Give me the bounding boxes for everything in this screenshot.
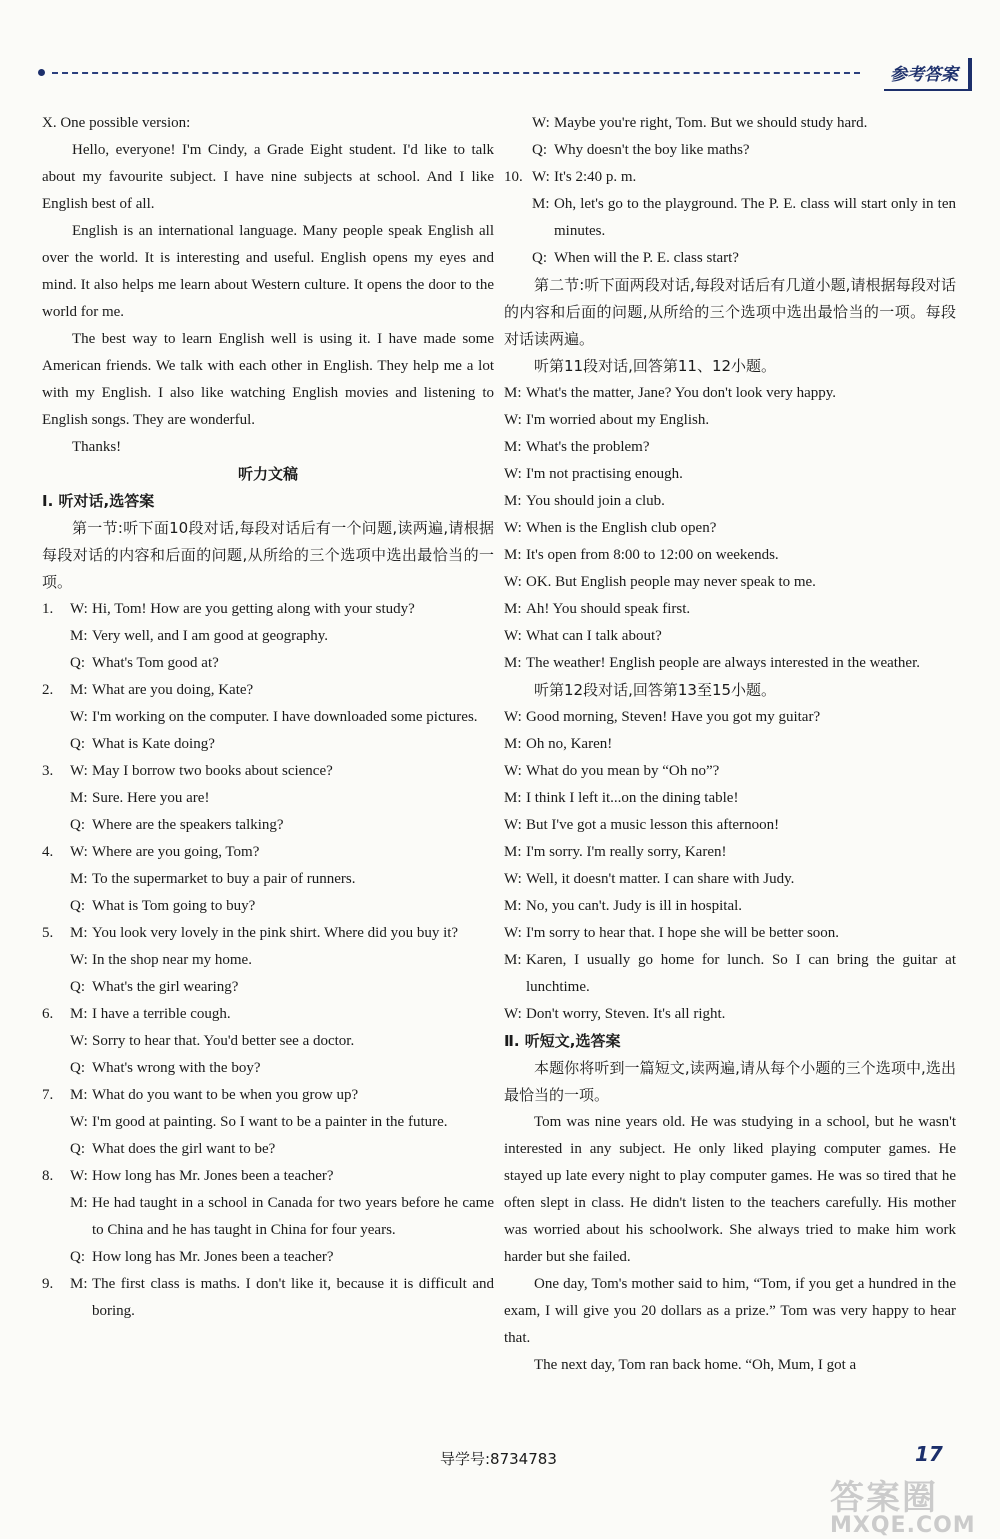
dialogue-line	[504, 542, 956, 569]
speaker-label: W:	[504, 763, 522, 779]
dialogue-line	[42, 866, 494, 893]
dialogue-line	[504, 839, 956, 866]
dialogue-number	[42, 623, 70, 650]
dialogue-text: In the shop near my home.	[92, 952, 252, 968]
speaker-label: W:	[70, 1114, 88, 1130]
speaker-label: Q:	[70, 736, 85, 752]
dialogue-number: 1.	[42, 601, 54, 617]
speaker-label: Q:	[532, 250, 547, 266]
part2-intro: 本题你将听到一篇短文,读两遍,请从每个小题的三个选项中,选出最恰当的一项。	[504, 1059, 956, 1104]
dialogue-line	[42, 704, 494, 731]
dialogue-item	[42, 839, 494, 920]
speaker-label: W:	[70, 844, 88, 860]
guide-number: 导学号:8734783	[440, 1450, 557, 1468]
dialogue-line	[504, 407, 956, 434]
speaker-label: M:	[504, 439, 522, 455]
dialogue-text: Oh, let's go to the playground. The P. E. class will start only in ten minutes.	[554, 196, 956, 239]
dialogue-line	[504, 1001, 956, 1028]
dialogue-line	[42, 812, 494, 839]
speaker-label: W:	[504, 520, 522, 536]
dialogue-line	[504, 110, 956, 137]
dialogue-number: 7.	[42, 1087, 54, 1103]
speaker-label: M:	[70, 1195, 88, 1211]
speaker-label: W:	[70, 709, 88, 725]
speaker-label: W:	[70, 763, 88, 779]
dialogue-number: 9.	[42, 1276, 54, 1292]
dialogue-list	[42, 596, 494, 1325]
watermark-line: MXQE.COM	[830, 1513, 976, 1538]
dialogue-line	[504, 137, 956, 164]
header-dot	[38, 69, 45, 76]
speaker-label: W:	[504, 574, 522, 590]
speaker-label: M:	[532, 196, 550, 212]
speaker-label: Q:	[70, 898, 85, 914]
dialogue-item	[42, 920, 494, 1001]
dialogue-text: Well, it doesn't matter. I can share with Judy.	[526, 871, 795, 887]
dialogue-line	[42, 1055, 494, 1082]
dialogue-number	[504, 110, 532, 137]
speaker-label: M:	[504, 790, 522, 806]
dialogue-line	[42, 1190, 494, 1244]
dialogue-text: It's open from 8:00 to 12:00 on weekends.	[526, 547, 779, 563]
dialogue-text: You look very lovely in the pink shirt. Where did you buy it?	[92, 925, 459, 941]
speaker-label: W:	[504, 871, 522, 887]
dialogue-text: What is Kate doing?	[92, 736, 215, 752]
dialogue-text: The first class is maths. I don't like it, because it is difficult and boring.	[92, 1276, 494, 1319]
dialogue-text: I'm sorry. I'm really sorry, Karen!	[526, 844, 727, 860]
part1-intro: 第一节:听下面10段对话,每段对话后有一个问题,读两遍,请根据每段对话的内容和后面的问题,从所给的三个选项中选出最恰当的一项。	[42, 519, 494, 591]
speaker-label: W:	[70, 1033, 88, 1049]
dialogue-text: What's Tom good at?	[92, 655, 219, 671]
speaker-label: M:	[504, 898, 522, 914]
dialogue-line	[42, 1271, 494, 1325]
dialogue-line	[504, 785, 956, 812]
dialogue-line	[42, 596, 494, 623]
dialogue-number	[42, 1055, 70, 1082]
dialogue-text: No, you can't. Judy is ill in hospital.	[526, 898, 743, 914]
left-column	[42, 110, 494, 1325]
dialogue-line	[42, 1244, 494, 1271]
speaker-label: Q:	[70, 817, 85, 833]
dialogue-number	[42, 731, 70, 758]
dialogue-text: What's the girl wearing?	[92, 979, 239, 995]
dialogue-line	[504, 947, 956, 1001]
dialogue-text: OK. But English people may never speak to me.	[526, 574, 816, 590]
dialogue-text: I'm good at painting. So I want to be a painter in the future.	[92, 1114, 448, 1130]
speaker-label: M:	[70, 1006, 88, 1022]
dialogue-text: Sure. Here you are!	[92, 790, 210, 806]
dialogue-number: 8.	[42, 1168, 54, 1184]
section2-intro: 第二节:听下面两段对话,每段对话后有几道小题,请根据每段对话的内容和后面的问题,从所给的三个选项中选出最恰当的一项。每段对话读两遍。	[504, 276, 956, 348]
speaker-label: M:	[504, 952, 522, 968]
dialogue-number	[42, 785, 70, 812]
dialogue-9-continued	[504, 110, 956, 164]
dialogue-number	[42, 866, 70, 893]
right-column	[504, 110, 956, 1379]
speaker-label: M:	[504, 385, 522, 401]
dialogue-text: What's the matter, Jane? You don't look very happy.	[526, 385, 837, 401]
dialogue-item	[42, 758, 494, 839]
dialogue-line	[42, 1028, 494, 1055]
dialogue-text: What are you doing, Kate?	[92, 682, 254, 698]
speaker-label: W:	[504, 817, 522, 833]
speaker-label: M:	[504, 493, 522, 509]
essay-paragraph: The best way to learn English well is using it. I have made some American friends. We talk with each other in English. They help me a lot with my English. I also like watching English movies and listening to English songs. They are wonderful.	[42, 331, 494, 428]
dialogue-line	[42, 920, 494, 947]
dialogue-line	[42, 731, 494, 758]
speaker-label: M:	[70, 682, 88, 698]
dialogue-text: What do you want to be when you grow up?	[92, 1087, 359, 1103]
dialogue-text: Good morning, Steven! Have you got my guitar?	[526, 709, 821, 725]
dialogue-number: 5.	[42, 925, 54, 941]
conversation-12	[504, 704, 956, 1028]
dialogue-line	[504, 731, 956, 758]
dialogue-number	[42, 1028, 70, 1055]
dialogue-text: When is the English club open?	[526, 520, 717, 536]
dialogue-line	[504, 245, 956, 272]
speaker-label: M:	[70, 628, 88, 644]
speaker-label: M:	[70, 1276, 88, 1292]
speaker-label: W:	[532, 115, 550, 131]
dialogue-line	[504, 812, 956, 839]
dialogue-text: Where are the speakers talking?	[92, 817, 284, 833]
header-dashed-rule	[52, 72, 860, 74]
speaker-label: W:	[532, 169, 550, 185]
dialogue-text: What's wrong with the boy?	[92, 1060, 261, 1076]
dialogue-text: He had taught in a school in Canada for two years before he came to China and he has taught in China for four years.	[92, 1195, 494, 1238]
dialogue-text: Hi, Tom! How are you getting along with your study?	[92, 601, 415, 617]
speaker-label: Q:	[70, 1141, 85, 1157]
speaker-label: W:	[504, 925, 522, 941]
speaker-label: M:	[70, 790, 88, 806]
dialogue-number	[504, 191, 532, 245]
dialogue-text: The weather! English people are always interested in the weather.	[526, 655, 921, 671]
dialogue-text: When will the P. E. class start?	[554, 250, 739, 266]
dialogue-text: What can I talk about?	[526, 628, 662, 644]
part1-title: Ⅰ. 听对话,选答案	[42, 492, 155, 510]
dialogue-text: Where are you going, Tom?	[92, 844, 260, 860]
speaker-label: M:	[504, 844, 522, 860]
dialogue-text: I have a terrible cough.	[92, 1006, 231, 1022]
dialogue-text: What do you mean by “Oh no”?	[526, 763, 720, 779]
dialogue-text: May I borrow two books about science?	[92, 763, 333, 779]
speaker-label: Q:	[70, 1249, 85, 1265]
dialogue-line	[504, 380, 956, 407]
dialogue-text: Oh no, Karen!	[526, 736, 613, 752]
dialogue-text: Sorry to hear that. You'd better see a doctor.	[92, 1033, 355, 1049]
speaker-label: M:	[504, 736, 522, 752]
dialogue-text: You should join a club.	[526, 493, 665, 509]
speaker-label: W:	[70, 1168, 88, 1184]
speaker-label: W:	[504, 412, 522, 428]
dialogue-line	[504, 623, 956, 650]
dialogue-line	[504, 596, 956, 623]
dialogue-number	[42, 650, 70, 677]
dialogue-line	[504, 569, 956, 596]
section-title: 听力文稿	[237, 465, 298, 483]
dialogue-line	[504, 488, 956, 515]
version-label: X. One possible version:	[42, 115, 191, 131]
dialogue-line	[42, 785, 494, 812]
speaker-label: Q:	[70, 979, 85, 995]
speaker-label: Q:	[532, 142, 547, 158]
watermark-line: 答案圈	[830, 1478, 938, 1518]
dialogue-text: Don't worry, Steven. It's all right.	[526, 1006, 726, 1022]
dialogue-line	[504, 461, 956, 488]
speaker-label: M:	[504, 601, 522, 617]
speaker-label: M:	[70, 925, 88, 941]
dialogue-item	[42, 1082, 494, 1163]
dialogue-text: I'm working on the computer. I have downloaded some pictures.	[92, 709, 478, 725]
page-header	[30, 58, 972, 88]
dialogue-line	[42, 1163, 494, 1190]
dialogue-number	[42, 1244, 70, 1271]
dialogue-text: But I've got a music lesson this afternoon!	[526, 817, 780, 833]
dialogue-line	[42, 1109, 494, 1136]
dialogue-line	[504, 758, 956, 785]
dialogue-line	[42, 623, 494, 650]
essay-paragraph: Thanks!	[72, 439, 122, 455]
dialogue-number: 4.	[42, 844, 54, 860]
dialogue-line	[42, 758, 494, 785]
dialogue-line	[504, 893, 956, 920]
dialogue-line	[504, 866, 956, 893]
dialogue-text: I'm sorry to hear that. I hope she will be better soon.	[526, 925, 840, 941]
speaker-label: Q:	[70, 1060, 85, 1076]
dialogue-number	[42, 1109, 70, 1136]
dialogue-line	[504, 515, 956, 542]
dialogue-text: Ah! You should speak first.	[526, 601, 691, 617]
dialogue-line	[504, 164, 956, 191]
dialogue-line	[42, 650, 494, 677]
speaker-label: W:	[504, 709, 522, 725]
dialogue-line	[42, 974, 494, 1001]
dialogue-number: 10.	[504, 169, 523, 185]
dialogue-number: 2.	[42, 682, 54, 698]
dialogue-line	[42, 893, 494, 920]
speaker-label: W:	[504, 628, 522, 644]
dialogue-text: Karen, I usually go home for lunch. So I can bring the guitar at lunchtime.	[526, 952, 956, 995]
passage-paragraph: Tom was nine years old. He was studying in a school, but he wasn't interested in any subject. He only liked playing computer games. He stayed up late every night to play computer games. He was so tired that he often slept in class. He didn't listen to the teachers carefully. His mother was worried about his schoolwork. She always tried to make him work harder but she failed.	[504, 1114, 956, 1265]
dialogue-text: I'm not practising enough.	[526, 466, 683, 482]
speaker-label: W:	[70, 601, 88, 617]
speaker-label: M:	[70, 1087, 88, 1103]
dialogue-text: What does the girl want to be?	[92, 1141, 276, 1157]
dialogue-text: Very well, and I am good at geography.	[92, 628, 329, 644]
speaker-label: M:	[504, 655, 522, 671]
essay-paragraph: Hello, everyone! I'm Cindy, a Grade Eight student. I'd like to talk about my favourite subject. I have nine subjects at school. And I like English best of all.	[42, 142, 494, 212]
speaker-label: M:	[70, 871, 88, 887]
dialogue-number	[42, 1136, 70, 1163]
dialogue-number	[42, 704, 70, 731]
dialogue-line	[42, 947, 494, 974]
watermark-logo	[830, 1470, 990, 1538]
passage-paragraph: The next day, Tom ran back home. “Oh, Mum, I got a	[534, 1357, 857, 1373]
dialogue-line	[42, 1136, 494, 1163]
dialogue-number: 6.	[42, 1006, 54, 1022]
dialogue-item	[42, 596, 494, 677]
speaker-label: Q:	[70, 655, 85, 671]
dialogue-line	[504, 434, 956, 461]
dialogue-text: I think I left it...on the dining table!	[526, 790, 739, 806]
dialogue-number: 3.	[42, 763, 54, 779]
part2-title: Ⅱ. 听短文,选答案	[504, 1032, 621, 1050]
essay-paragraph: English is an international language. Many people speak English all over the world. It is interesting and useful. English opens my eyes and mind. It also helps me learn about Western culture. It opens the door to the world for me.	[42, 223, 494, 320]
dialogue-text: How long has Mr. Jones been a teacher?	[92, 1249, 334, 1265]
dialogue-number	[42, 974, 70, 1001]
speaker-label: M:	[504, 547, 522, 563]
dialogue-number	[42, 893, 70, 920]
speaker-label: W:	[70, 952, 88, 968]
dialogue-text: Why doesn't the boy like maths?	[554, 142, 750, 158]
dialogue-text: To the supermarket to buy a pair of runners.	[92, 871, 356, 887]
dialogue-number	[504, 137, 532, 164]
dialogue-line	[504, 920, 956, 947]
dialogue-number	[42, 947, 70, 974]
dialogue-line	[42, 1082, 494, 1109]
speaker-label: W:	[504, 466, 522, 482]
conversation-11	[504, 380, 956, 677]
dialogue-text: How long has Mr. Jones been a teacher?	[92, 1168, 334, 1184]
dialogue-10	[504, 164, 956, 272]
dialogue-text: I'm worried about my English.	[526, 412, 710, 428]
dialogue-number	[504, 245, 532, 272]
conversation-11-title: 听第11段对话,回答第11、12小题。	[534, 357, 777, 375]
dialogue-number	[42, 812, 70, 839]
dialogue-number	[42, 1190, 70, 1244]
dialogue-text: What is Tom going to buy?	[92, 898, 256, 914]
dialogue-line	[504, 650, 956, 677]
speaker-label: W:	[504, 1006, 522, 1022]
dialogue-item	[42, 1163, 494, 1271]
dialogue-line	[42, 1001, 494, 1028]
dialogue-text: It's 2:40 p. m.	[554, 169, 637, 185]
dialogue-line	[42, 839, 494, 866]
dialogue-text: Maybe you're right, Tom. But we should study hard.	[554, 115, 868, 131]
passage-paragraph: One day, Tom's mother said to him, “Tom, if you get a hundred in the exam, I will give you 20 dollars as a prize.” Tom was very happy to hear that.	[504, 1276, 956, 1346]
header-tag: 参考答案	[884, 58, 972, 91]
page-number: 17	[915, 1442, 943, 1466]
dialogue-line	[504, 704, 956, 731]
dialogue-line	[504, 191, 956, 245]
dialogue-item	[42, 1271, 494, 1325]
dialogue-text: What's the problem?	[526, 439, 650, 455]
dialogue-item	[42, 677, 494, 758]
dialogue-line	[42, 677, 494, 704]
conversation-12-title: 听第12段对话,回答第13至15小题。	[534, 681, 777, 699]
dialogue-item	[42, 1001, 494, 1082]
